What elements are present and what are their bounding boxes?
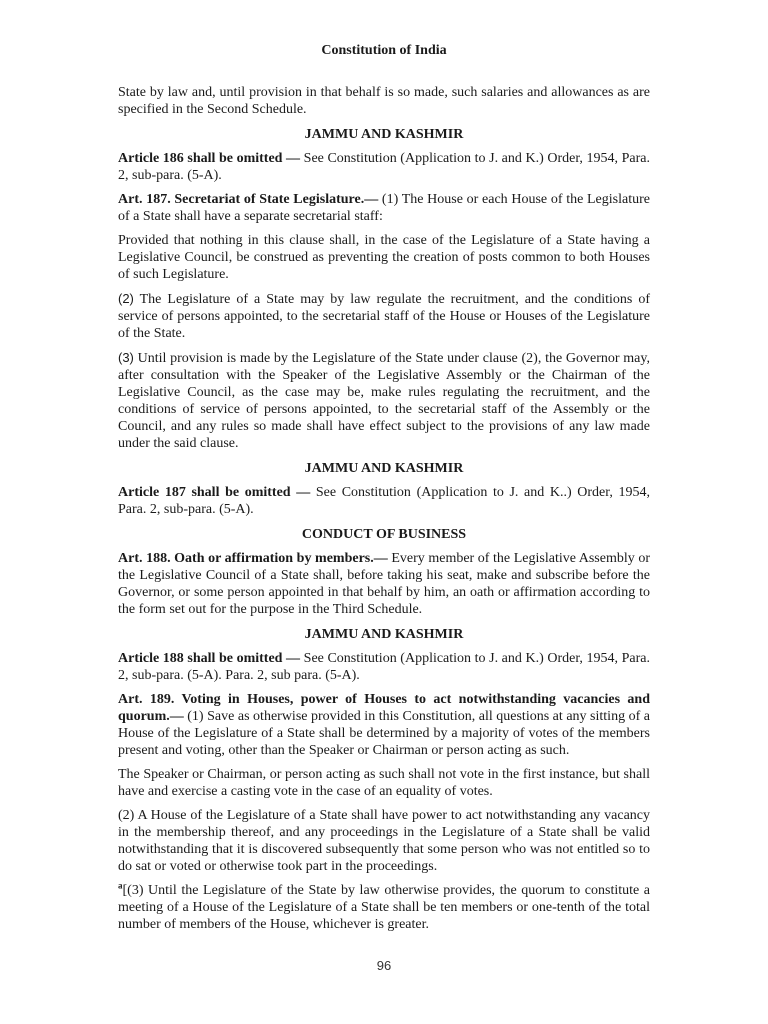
paragraph-text: The Legislature of a State may by law regulate the recruitment, and the conditions of service of persons appointed, to the secretarial staff of the House or Houses of the Legislature of the State. <box>118 292 650 341</box>
paragraph-text: State by law and, until provision in that behalf is so made, such salaries and allowances as are specified in the Second Schedule. <box>118 85 650 117</box>
paragraph-lead: Art. 187. Secretariat of State Legislature.— <box>118 192 379 207</box>
paragraph-text: Every member of the Legislative Assembly or the Legislative Council of a State shall, before taking his seat, make and subscribe before the Governor, or some person appointed in that behalf by him, an oath or affirmation according to the form set out for the purpose in the Third Schedule. <box>118 551 651 617</box>
paragraph-text: See Constitution (Application to J. and K..) Order, 1954, Para. 2, sub-para. (5-A). <box>118 485 650 517</box>
paragraph-text: See Constitution (Application to J. and K.) Order, 1954, Para. 2, sub-para. (5-A). <box>118 151 650 183</box>
section-heading-jammu-kashmir: JAMMU AND KASHMIR <box>304 127 464 142</box>
page-number: 96 <box>376 958 392 973</box>
paragraph-lead: Art. 188. Oath or affirmation by members.— <box>118 551 388 566</box>
paragraph-article-187-omitted <box>118 484 650 518</box>
paragraph-text: (1) Save as otherwise provided in this Constitution, all questions at any sitting of a House of the Legislature of a State shall be determined by a majority of votes of the members present and voting, other than the Speaker or Chairman or person acting as such. <box>118 709 650 758</box>
paragraph-text: [(3) Until the Legislature of the State by law otherwise provides, the quorum to constitute a meeting of a House of the Legislature of a State shall be ten members or one-tenth of the total number of members of the House, whichever is greater. <box>118 883 650 932</box>
paragraph-text: The Speaker or Chairman, or person acting as such shall not vote in the first instance, but shall have and exercise a casting vote in the case of an equality of votes. <box>118 767 650 799</box>
paragraph-text: Until provision is made by the Legislature of the State under clause (2), the Governor may, after consultation with the Speaker of the Legislative Assembly or the Chairman of the Legislative Council, as the case may be, make rules regulating the recruitment, and the conditions of service of persons appointed, to the secretarial staff of the Assembly or the Council, and any rules so made shall have effect subject to the provisions of any law made under the said clause. <box>118 351 650 451</box>
paragraph-clause-2-vacancy <box>118 807 650 875</box>
paragraph-article-188 <box>118 550 650 618</box>
paragraph-casting-vote <box>118 766 650 800</box>
paragraph-clause-2 <box>118 290 650 342</box>
paragraph-clause-3-quorum <box>118 882 650 933</box>
paragraph-proviso <box>118 232 650 283</box>
paragraph-article-188-omitted <box>118 650 650 684</box>
paragraph-text: Provided that nothing in this clause shall, in the case of the Legislature of a State having a Legislative Council, be construed as preventing the creation of posts common to both Houses of such Legislature. <box>118 233 650 282</box>
clause-number: (3) <box>118 350 134 365</box>
section-heading-jammu-kashmir: JAMMU AND KASHMIR <box>304 627 464 642</box>
paragraph-salaries <box>118 84 650 118</box>
footnote-marker: a <box>118 880 123 891</box>
paragraph-lead: Article 187 shall be omitted — <box>118 485 311 500</box>
paragraph-lead: Art. 189. Voting in Houses, power of Houses to act notwithstanding vacancies and quorum.— <box>118 692 650 724</box>
section-heading-conduct-of-business: CONDUCT OF BUSINESS <box>301 527 467 542</box>
paragraph-lead: Article 186 shall be omitted — <box>118 151 301 166</box>
paragraph-article-186-omitted <box>118 150 650 184</box>
paragraph-article-187 <box>118 191 650 225</box>
clause-number: (2) <box>118 291 134 306</box>
paragraph-text: See Constitution (Application to J. and K.) Order, 1954, Para. 2, sub-para. (5-A). Para. 2, sub para. (5-A). <box>118 651 650 683</box>
paragraph-clause-3 <box>118 349 650 452</box>
paragraph-lead: Article 188 shall be omitted — <box>118 651 301 666</box>
section-heading-jammu-kashmir: JAMMU AND KASHMIR <box>304 461 464 476</box>
paragraph-text: (2) A House of the Legislature of a State shall have power to act notwithstanding any vacancy in the membership thereof, and any proceedings in the Legislature of a State shall be valid notwithstanding that it is discovered subsequently that some person who was not entitled so to do sat or voted or otherwise took part in the proceedings. <box>118 808 650 874</box>
paragraph-text: (1) The House or each House of the Legislature of a State shall have a separate secretarial staff: <box>118 192 650 224</box>
paragraph-article-189 <box>118 691 650 759</box>
running-head: Constitution of India <box>321 43 447 58</box>
